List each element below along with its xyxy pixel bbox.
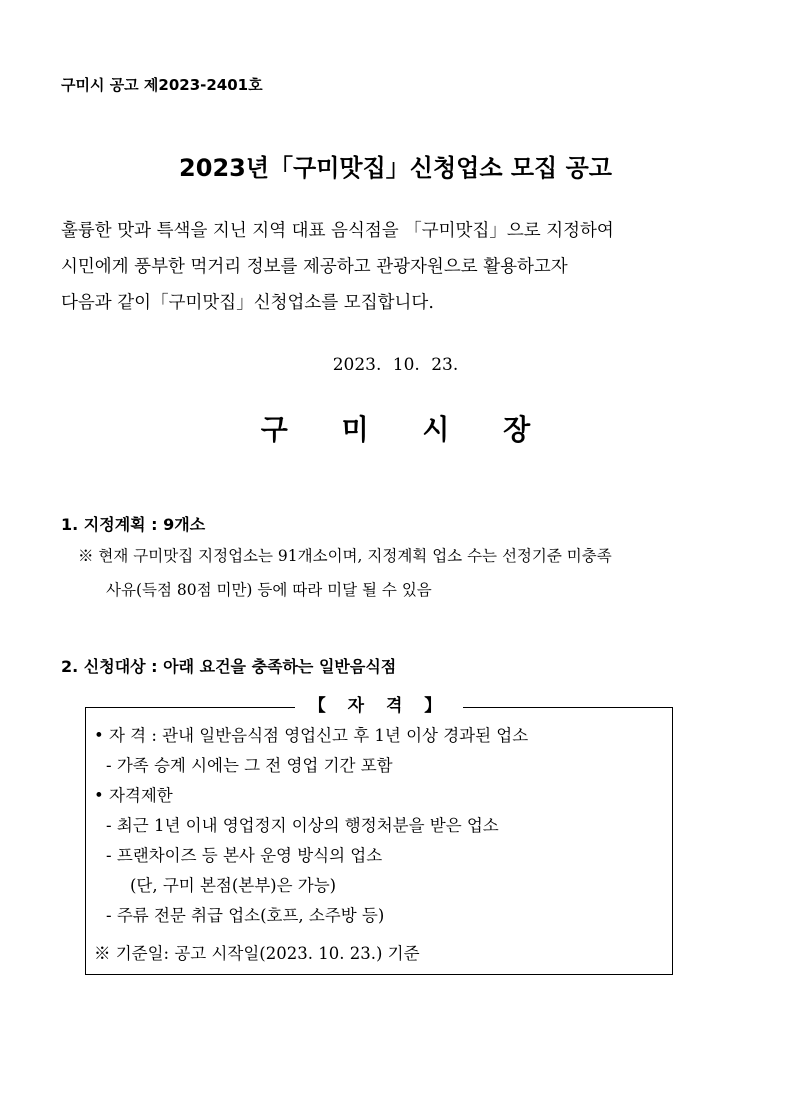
list-item: - 주류 전문 취급 업소(호프, 소주방 등) (106, 906, 385, 925)
list-item: - 최근 1년 이내 영업정지 이상의 행정처분을 받은 업소 (106, 816, 499, 835)
intro-line: 다음과 같이「구미맛집」신청업소를 모집합니다. (61, 293, 434, 313)
qualification-box (85, 696, 673, 975)
section-2-heading: 2. 신청대상 : 아래 요건을 충족하는 일반음식점 (61, 657, 397, 676)
box-title-text: 【 자 격 】 (295, 696, 464, 716)
intro-paragraph (61, 217, 711, 325)
qualification-box-title (86, 691, 672, 716)
notice-date: 2023. 10. 23. (332, 355, 459, 375)
list-item: • 자 격 : 관내 일반음식점 영업신고 후 1년 이상 경과된 업소 (94, 726, 529, 745)
signer: 구 미 시 장 (260, 413, 553, 446)
qualification-list (94, 723, 528, 971)
note-line: 사유(득점 80점 미만) 등에 따라 미달 될 수 있음 (106, 581, 432, 599)
list-item: - 가족 승계 시에는 그 전 영업 기간 포함 (106, 756, 393, 775)
intro-line: 훌륭한 맛과 특색을 지닌 지역 대표 음식점을 「구미맛집」으로 지정하여 (61, 221, 614, 241)
notice-number: 구미시 공고 제2023-2401호 (61, 76, 263, 94)
section-1-heading: 1. 지정계획 : 9개소 (61, 515, 206, 534)
list-item: • 자격제한 (94, 786, 173, 805)
note-line: ※ 현재 구미맛집 지정업소는 91개소이며, 지정계획 업소 수는 선정기준 미충족 (78, 547, 612, 565)
section-1-note (78, 543, 718, 611)
list-item: - 프랜차이즈 등 본사 운영 방식의 업소 (106, 846, 383, 865)
list-item: (단, 구미 본점(본부)은 가능) (130, 876, 337, 895)
basis-date-note: ※ 기준일: 공고 시작일(2023. 10. 23.) 기준 (94, 944, 420, 963)
intro-line: 시민에게 풍부한 먹거리 정보를 제공하고 관광자원으로 활용하고자 (61, 257, 568, 277)
page-title: 2023년「구미맛집」신청업소 모집 공고 (179, 154, 612, 182)
